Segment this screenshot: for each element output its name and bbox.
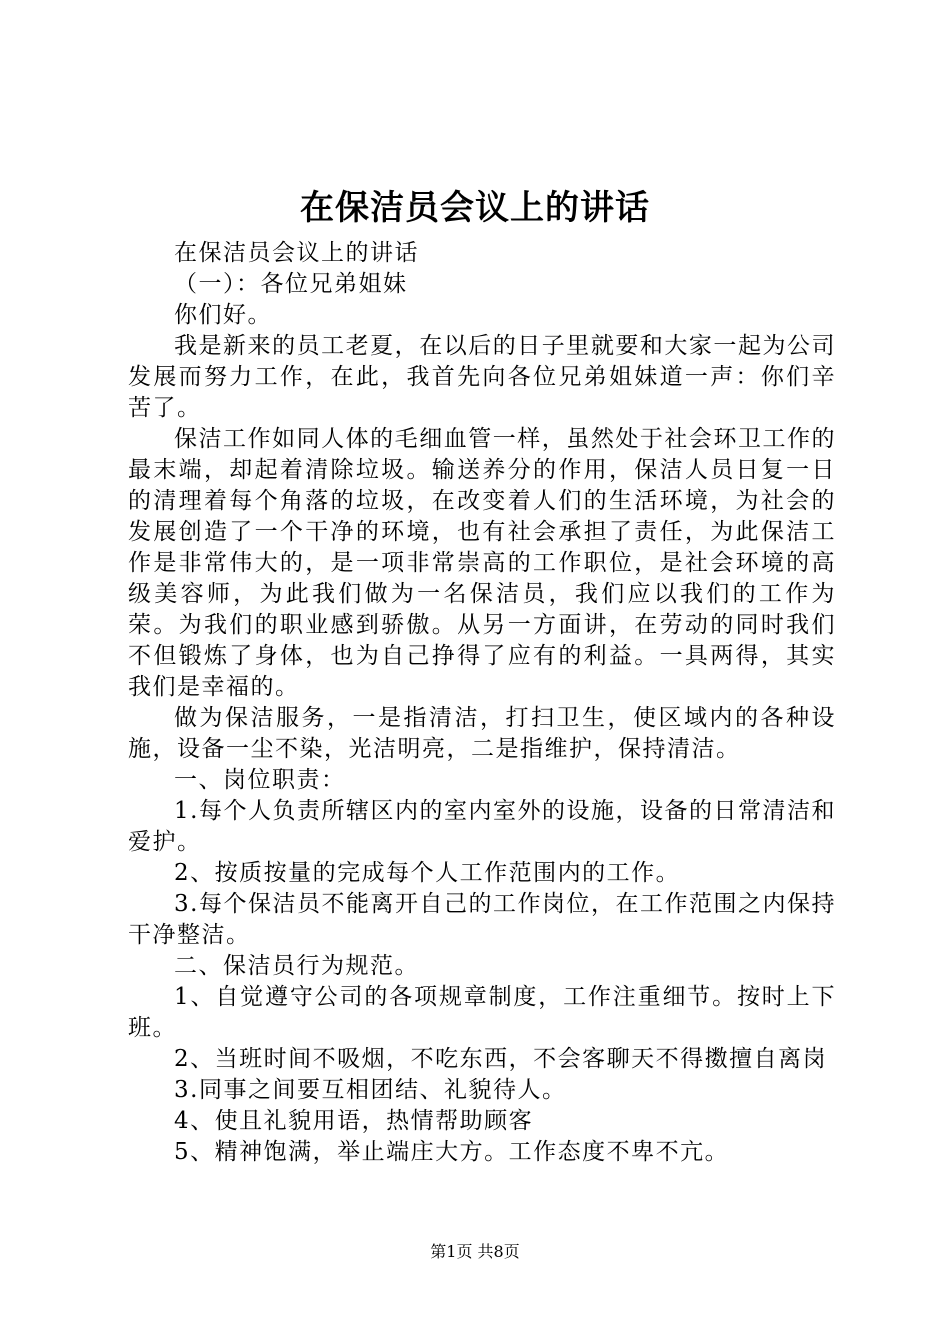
list-item: 3.同事之间要互相团结、礼貌待人。 <box>174 1077 567 1103</box>
list-item: 2、当班时间不吸烟，不吃东西，不会客聊天不得擞擅自离岗 <box>174 1046 828 1072</box>
list-item: 3.每个保洁员不能离开自己的工作岗位，在工作范围之内保持干净整洁。 <box>128 891 836 948</box>
section-heading: 二、保洁员行为规范。 <box>174 953 419 979</box>
list-item: 5、精神饱满，举止端庄大方。工作态度不卑不亢。 <box>174 1139 730 1165</box>
paragraph: 在保洁员会议上的讲话 <box>174 240 419 266</box>
paragraph: （一）：各位兄弟姐妹 <box>174 271 408 297</box>
section-heading: 一、岗位职责： <box>174 767 346 793</box>
list-item: 4、使且礼貌用语，热情帮助顾客 <box>174 1108 534 1134</box>
page-number-footer: 第1页 共8页 <box>430 1242 520 1261</box>
list-item: 2、按质按量的完成每个人工作范围内的工作。 <box>174 860 681 886</box>
list-item: 1.每个人负责所辖区内的室内室外的设施，设备的日常清洁和爱护。 <box>128 798 836 855</box>
paragraph: 我是新来的员工老夏，在以后的日子里就要和大家一起为公司发展而努力工作，在此，我首先向各位兄弟姐妹道一声：你们辛苦了。 <box>128 333 836 421</box>
list-item: 1、自觉遵守公司的各项规章制度，工作注重细节。按时上下班。 <box>128 984 836 1041</box>
document-body <box>128 238 836 1168</box>
paragraph: 你们好。 <box>174 302 272 328</box>
paragraph: 保洁工作如同人体的毛细血管一样，虽然处于社会环卫工作的最末端，却起着清除垃圾。输送养分的作用，保洁人员日复一日的清理着每个角落的垃圾，在改变着人们的生活环境，为社会的发展创造了一个干净的环境，也有社会承担了责任，为此保洁工作是非常伟大的，是一项非常崇高的工作职位，是社会环境的高级美容师，为此我们做为一名保洁员，我们应以我们的工作为荣。为我们的职业感到骄傲。从另一方面讲，在劳动的同时我们不但锻炼了身体，也为自己挣得了应有的利益。一具两得，其实我们是幸福的。 <box>128 426 836 700</box>
paragraph: 做为保洁服务，一是指清洁，打扫卫生，使区域内的各种设施，设备一尘不染，光洁明亮，二是指维护，保持清洁。 <box>128 705 836 762</box>
document-title: 在保洁员会议上的讲话 <box>300 188 650 228</box>
